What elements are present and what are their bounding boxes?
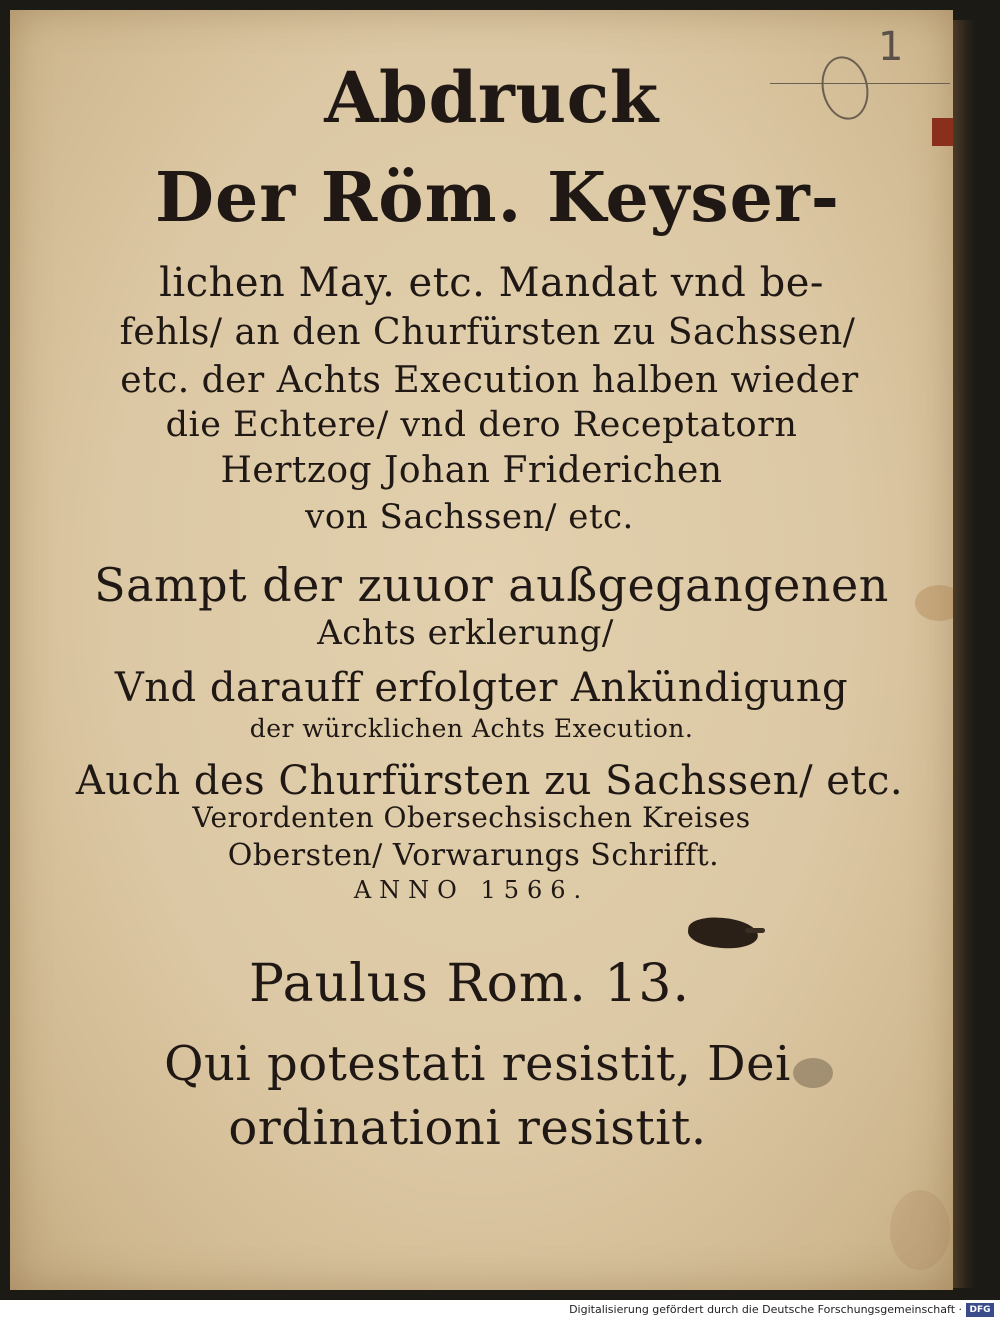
book-edge <box>953 20 975 1288</box>
title-line: Hertzog Johan Friderichen <box>220 450 723 491</box>
title-line: lichen May. etc. Mandat vnd be- <box>159 260 824 306</box>
title-line: Der Röm. Keyser- <box>155 158 840 238</box>
title-line: die Echtere/ vnd dero Receptatorn <box>165 405 798 445</box>
subtitle-line: Verordenten Obersechsischen Kreises <box>192 801 751 834</box>
funding-notice: Digitalisierung gefördert durch die Deutsche Forschungsgemeinschaft · <box>569 1303 962 1316</box>
subtitle-line: Obersten/ Vorwarungs Schrifft. <box>227 838 720 873</box>
shelfmark-annotation: 1 <box>878 24 904 70</box>
subtitle-line: Vnd darauff erfolgter Ankündigung <box>114 665 849 711</box>
ink-blot <box>745 928 765 933</box>
title-line: fehls/ an den Churfürsten zu Sachssen/ <box>119 312 856 353</box>
subtitle-line: Auch des Churfürsten zu Sachssen/ etc. <box>75 758 904 804</box>
title-line: Abdruck <box>324 56 659 139</box>
paper-stain <box>890 1190 950 1270</box>
year-line: ANNO 1566. <box>353 876 590 904</box>
motto-reference: Paulus Rom. 13. <box>248 954 690 1014</box>
footer-bar <box>0 1300 1000 1321</box>
title-line: etc. der Achts Execution halben wieder <box>120 360 859 401</box>
motto-line: ordinationi resistit. <box>228 1100 707 1156</box>
subtitle-line: Sampt der zuuor außgegangenen <box>94 558 889 612</box>
title-line: von Sachssen/ etc. <box>305 497 634 537</box>
ink-blot <box>687 916 759 951</box>
dfg-logo[interactable]: DFG <box>966 1303 994 1317</box>
subtitle-line: Achts erklerung/ <box>317 613 614 653</box>
motto-line: Qui potestati resistit, Dei <box>164 1036 791 1092</box>
title-page <box>10 10 953 1290</box>
subtitle-line: der würcklichen Achts Execution. <box>249 714 694 743</box>
